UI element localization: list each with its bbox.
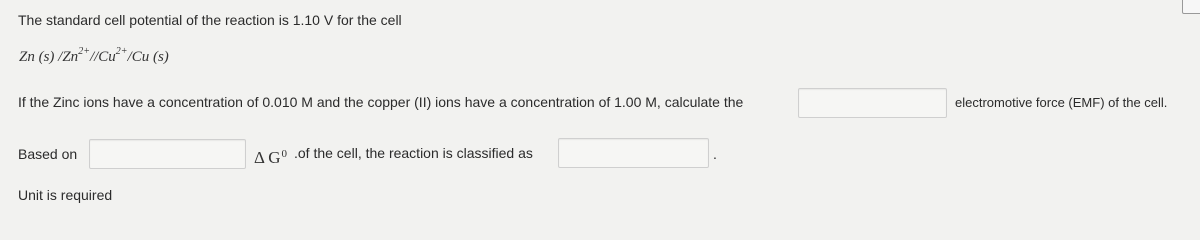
based-on-input[interactable]: [89, 139, 246, 169]
copper-ion-charge: 2+: [115, 46, 128, 57]
classification-input[interactable]: [558, 138, 709, 168]
emf-answer-input[interactable]: [798, 88, 947, 118]
delta-g-symbol: [254, 148, 287, 168]
delta-g-text: Δ G: [254, 148, 281, 167]
cell-notation-salt-bridge: //Cu: [89, 49, 116, 65]
question-intro: The standard cell potential of the reaction is 1.10 V for the cell: [18, 12, 402, 28]
classification-text: .of the cell, the reaction is classified as: [294, 145, 533, 161]
emf-label: electromotive force (EMF) of the cell.: [955, 95, 1168, 110]
unit-required-note: Unit is required: [18, 187, 113, 203]
based-on-label: Based on: [18, 146, 78, 162]
question-prompt: If the Zinc ions have a concentration of 0.010 M and the copper (II) ions have a concentration of 1.00 M, calculate the: [18, 94, 744, 110]
window-corner-button[interactable]: [1182, 0, 1200, 14]
zinc-ion-charge: 2+: [78, 46, 90, 57]
sentence-period: .: [713, 146, 717, 162]
cell-notation: [19, 46, 169, 66]
cell-notation-anode: Zn (s) /Zn: [19, 49, 79, 65]
delta-g-superscript: 0: [281, 148, 288, 160]
cell-notation-cathode: /Cu (s): [127, 49, 169, 65]
